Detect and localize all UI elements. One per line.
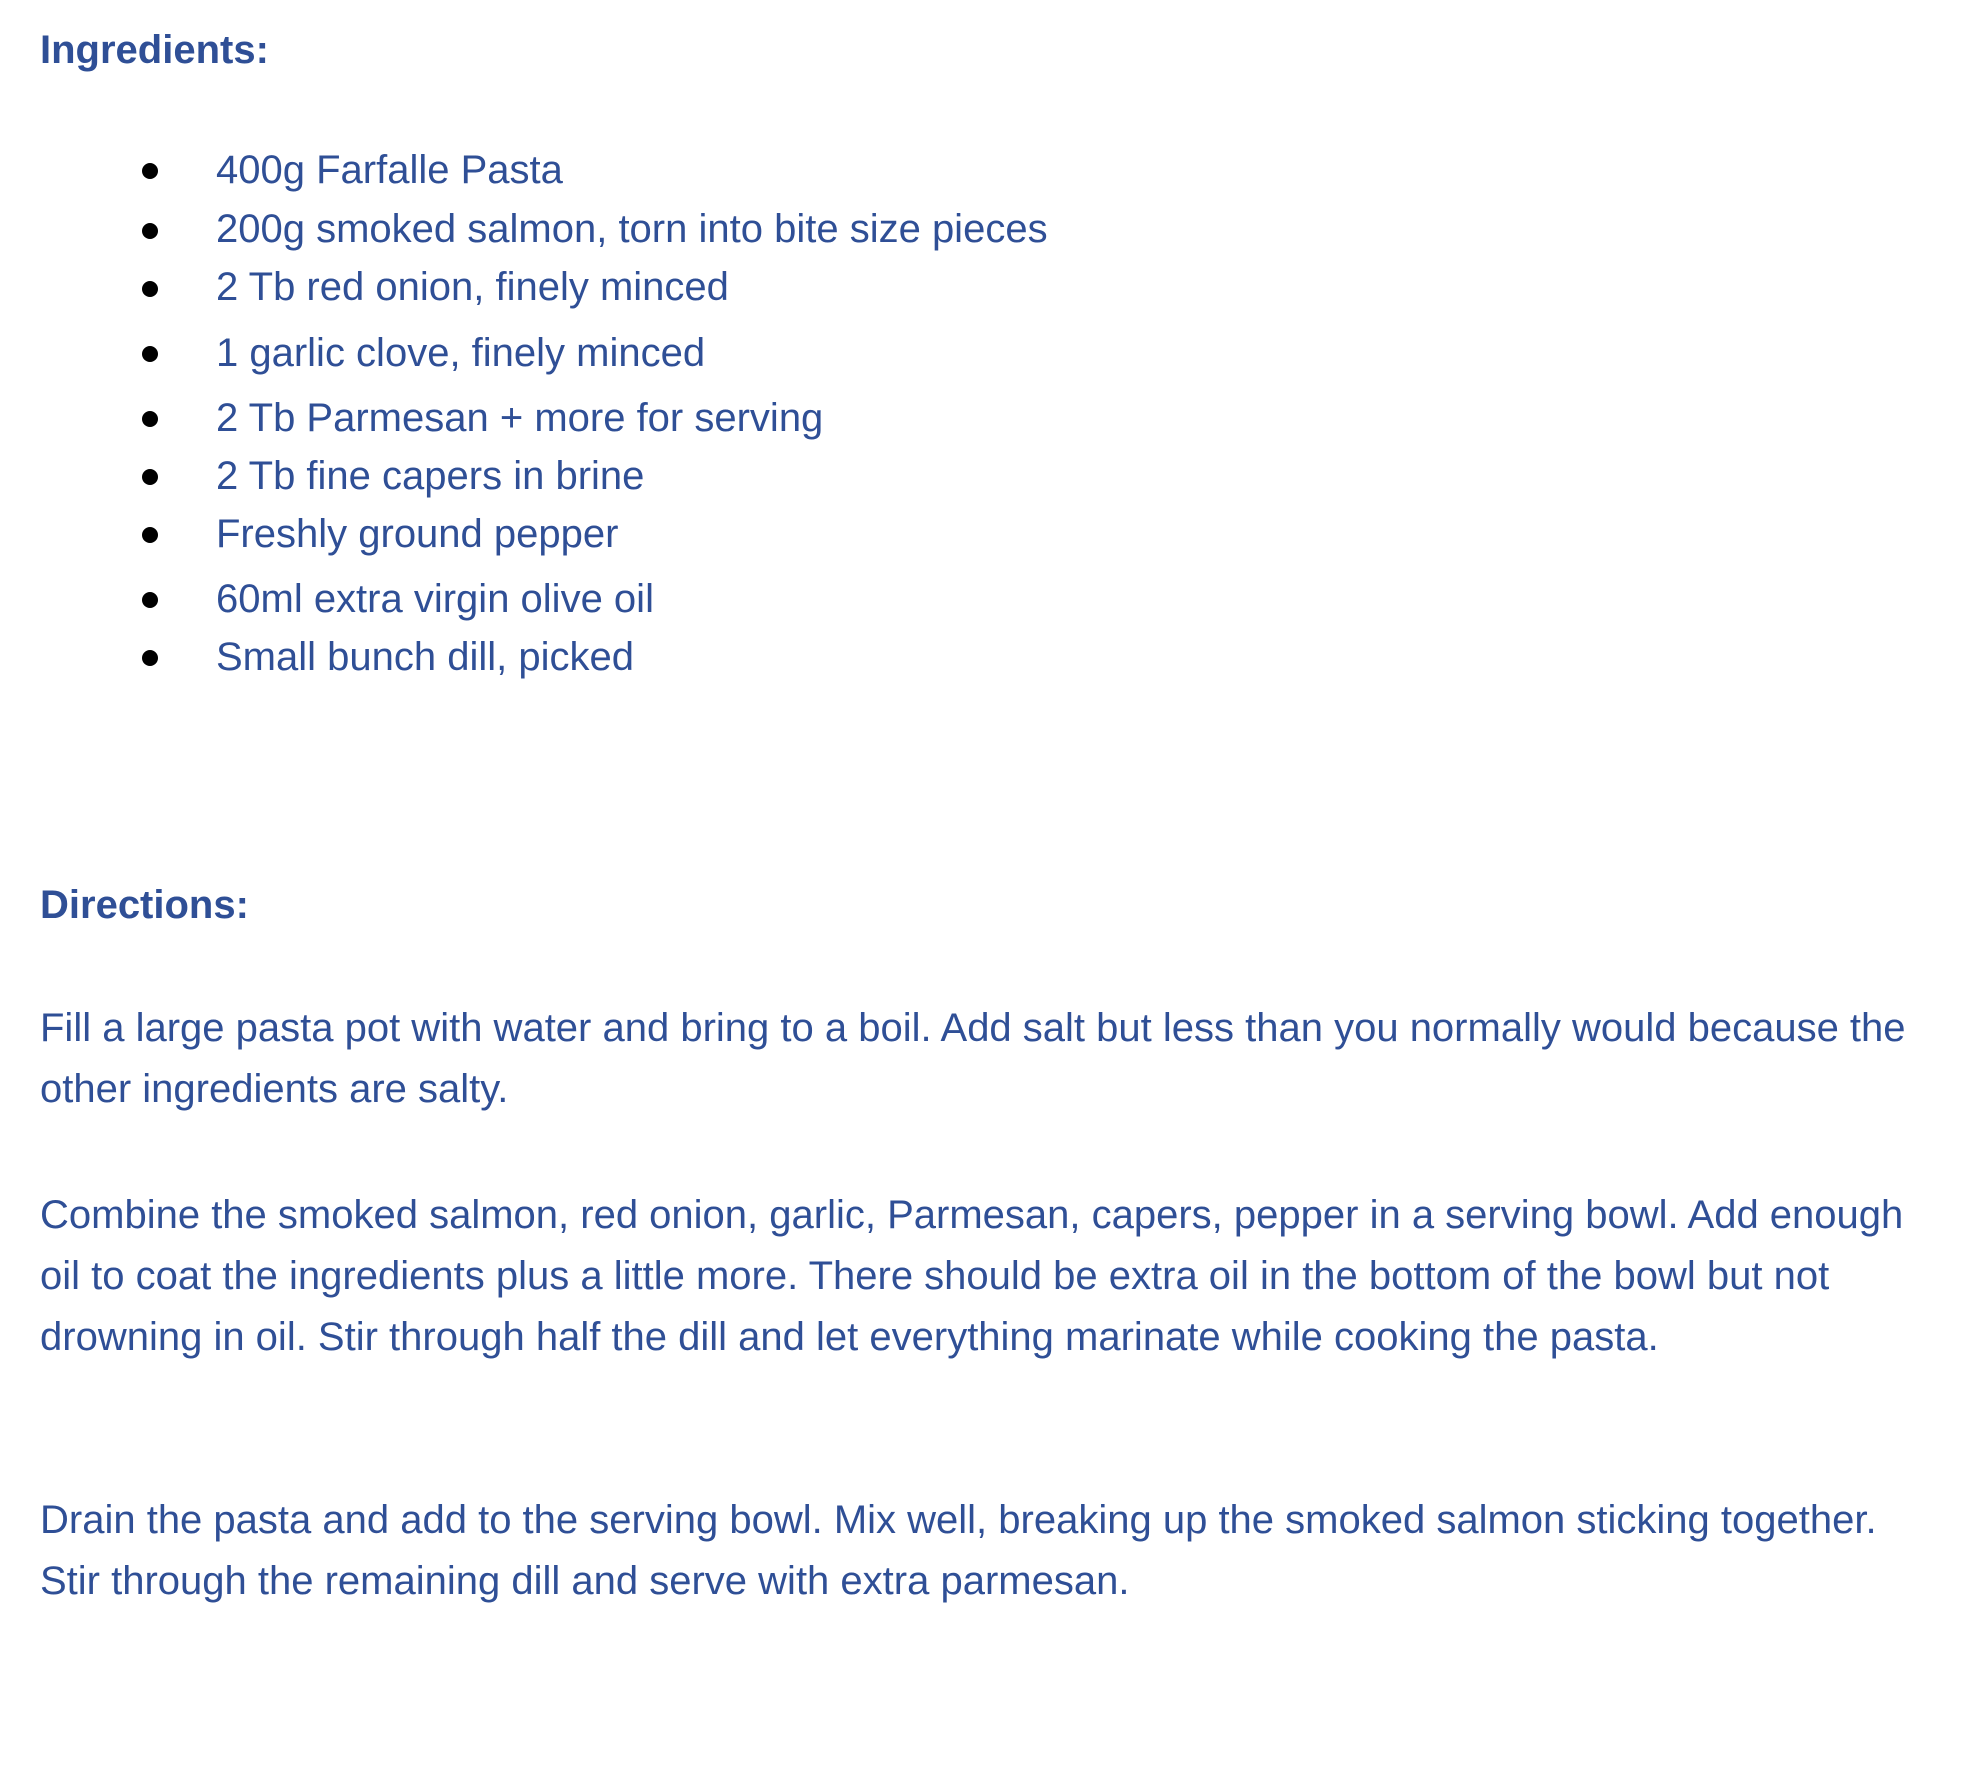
ingredient-item: [40, 258, 1048, 323]
ingredients-list: [40, 140, 1048, 687]
ingredient-item: [40, 446, 1048, 504]
bullet-icon: [142, 469, 158, 485]
direction-step: Drain the pasta and add to the serving bowl. Mix well, breaking up the smoked salmon sticking together. Stir through the remaining dill and serve with extra parmesan.: [40, 1498, 1877, 1603]
ingredient-label: 60ml extra virgin olive oil: [216, 577, 654, 621]
ingredient-label: 2 Tb fine capers in brine: [216, 454, 645, 498]
ingredient-label: 2 Tb red onion, finely minced: [216, 265, 729, 309]
bullet-icon: [142, 223, 158, 239]
ingredient-item: [40, 200, 1048, 258]
ingredients-heading: Ingredients:: [40, 28, 269, 72]
bullet-icon: [142, 411, 158, 427]
ingredient-label: 400g Farfalle Pasta: [216, 148, 563, 192]
ingredient-item: [40, 388, 1048, 446]
bullet-icon: [142, 163, 158, 179]
ingredient-label: Freshly ground pepper: [216, 512, 619, 556]
bullet-icon: [142, 346, 158, 362]
ingredient-item: [40, 627, 1048, 687]
direction-step: Fill a large pasta pot with water and bring to a boil. Add salt but less than you normally would because the other ingredients are salty.: [40, 1006, 1906, 1111]
bullet-icon: [142, 527, 158, 543]
ingredient-label: 200g smoked salmon, torn into bite size pieces: [216, 207, 1048, 251]
ingredient-item: [40, 569, 1048, 627]
directions-heading: Directions:: [40, 883, 249, 927]
bullet-icon: [142, 592, 158, 608]
bullet-icon: [142, 281, 158, 297]
bullet-icon: [142, 650, 158, 666]
direction-step: Combine the smoked salmon, red onion, garlic, Parmesan, capers, pepper in a serving bowl. Add enough oil to coat the ingredients plus a little more. There should be extra oil in the bottom of the bowl but not drowning in oil. Stir through half the dill and let everything marinate while cooking the pasta.: [40, 1193, 1904, 1359]
ingredient-item: [40, 504, 1048, 569]
ingredient-label: 1 garlic clove, finely minced: [216, 331, 706, 375]
ingredient-item: [40, 323, 1048, 388]
ingredient-item: [40, 140, 1048, 200]
ingredient-label: 2 Tb Parmesan + more for serving: [216, 396, 824, 440]
ingredient-label: Small bunch dill, picked: [216, 635, 634, 679]
